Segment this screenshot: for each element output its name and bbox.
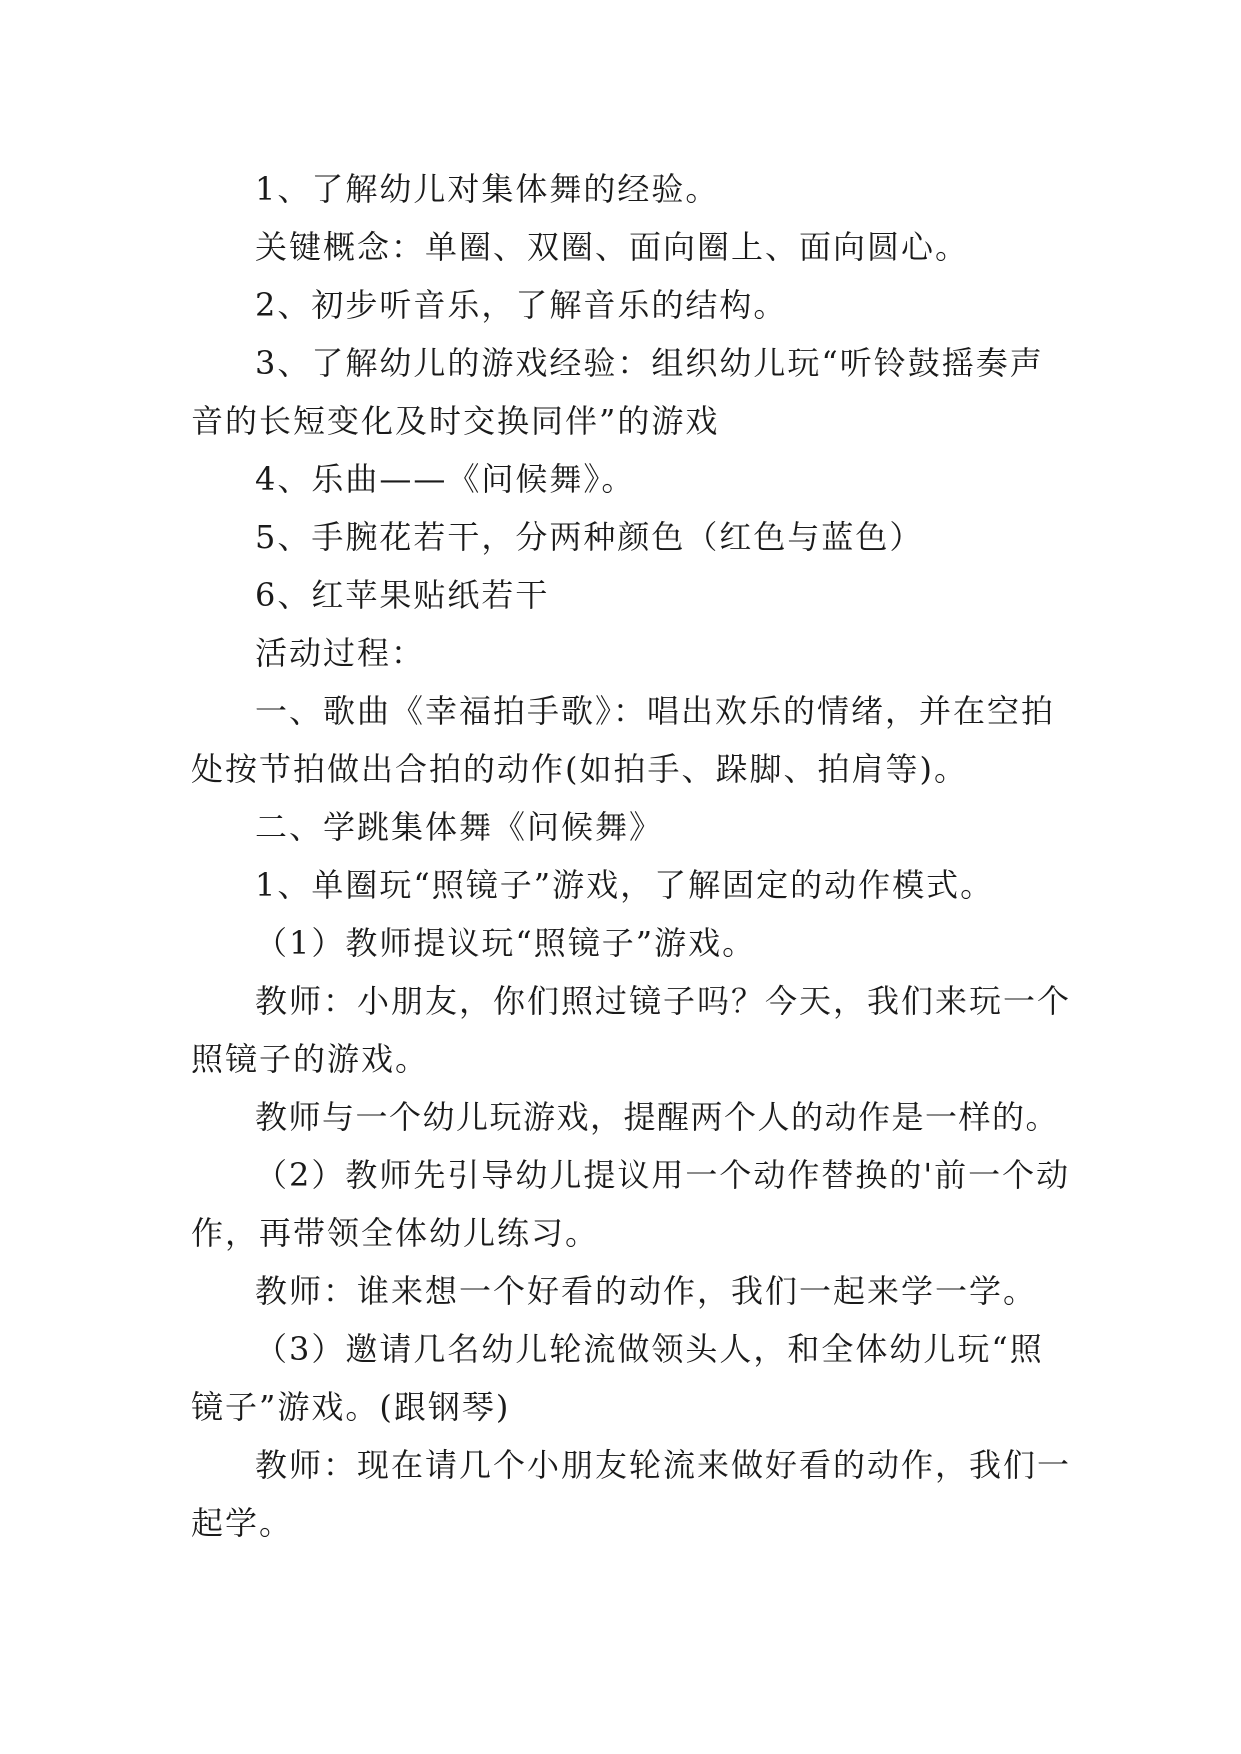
paragraph-2: 关键概念：单圈、双圈、面向圈上、面向圆心。 [255,228,970,266]
paragraph-6: 5、手腕花若干，分两种颜色（红色与蓝色） [255,518,924,556]
paragraph-8: 活动过程： [255,634,426,672]
paragraph-12: （1）教师提议玩“照镜子”游戏。 [255,924,757,962]
document-body [191,160,1071,1552]
paragraph-5: 4、乐曲——《问候舞》。 [255,460,636,498]
paragraph-17: （3）邀请几名幼儿轮流做领头人，和全体幼儿玩“照镜子”游戏。(跟钢琴) [191,1330,1044,1426]
paragraph-9: 一、歌曲《幸福拍手歌》：唱出欢乐的情绪，并在空拍处按节拍做出合拍的动作(如拍手、跺脚、拍肩等)。 [191,692,1056,788]
paragraph-10: 二、学跳集体舞《问候舞》 [255,808,664,846]
paragraph-3: 2、初步听音乐，了解音乐的结构。 [255,286,788,324]
paragraph-16: 教师：谁来想一个好看的动作，我们一起来学一学。 [255,1272,1038,1310]
paragraph-11: 1、单圈玩“照镜子”游戏，了解固定的动作模式。 [255,866,995,904]
paragraph-15: （2）教师先引导幼儿提议用一个动作替换的'前一个动作，再带领全体幼儿练习。 [191,1156,1071,1252]
paragraph-4: 3、了解幼儿的游戏经验：组织幼儿玩“听铃鼓摇奏声音的长短变化及时交换同伴”的游戏 [191,344,1044,440]
paragraph-13: 教师：小朋友，你们照过镜子吗？今天，我们来玩一个照镜子的游戏。 [191,982,1072,1078]
paragraph-1: 1、了解幼儿对集体舞的经验。 [255,170,720,208]
paragraph-18: 教师：现在请几个小朋友轮流来做好看的动作，我们一起学。 [191,1446,1072,1542]
paragraph-7: 6、红苹果贴纸若干 [255,576,550,614]
paragraph-14: 教师与一个幼儿玩游戏，提醒两个人的动作是一样的。 [255,1098,1060,1136]
